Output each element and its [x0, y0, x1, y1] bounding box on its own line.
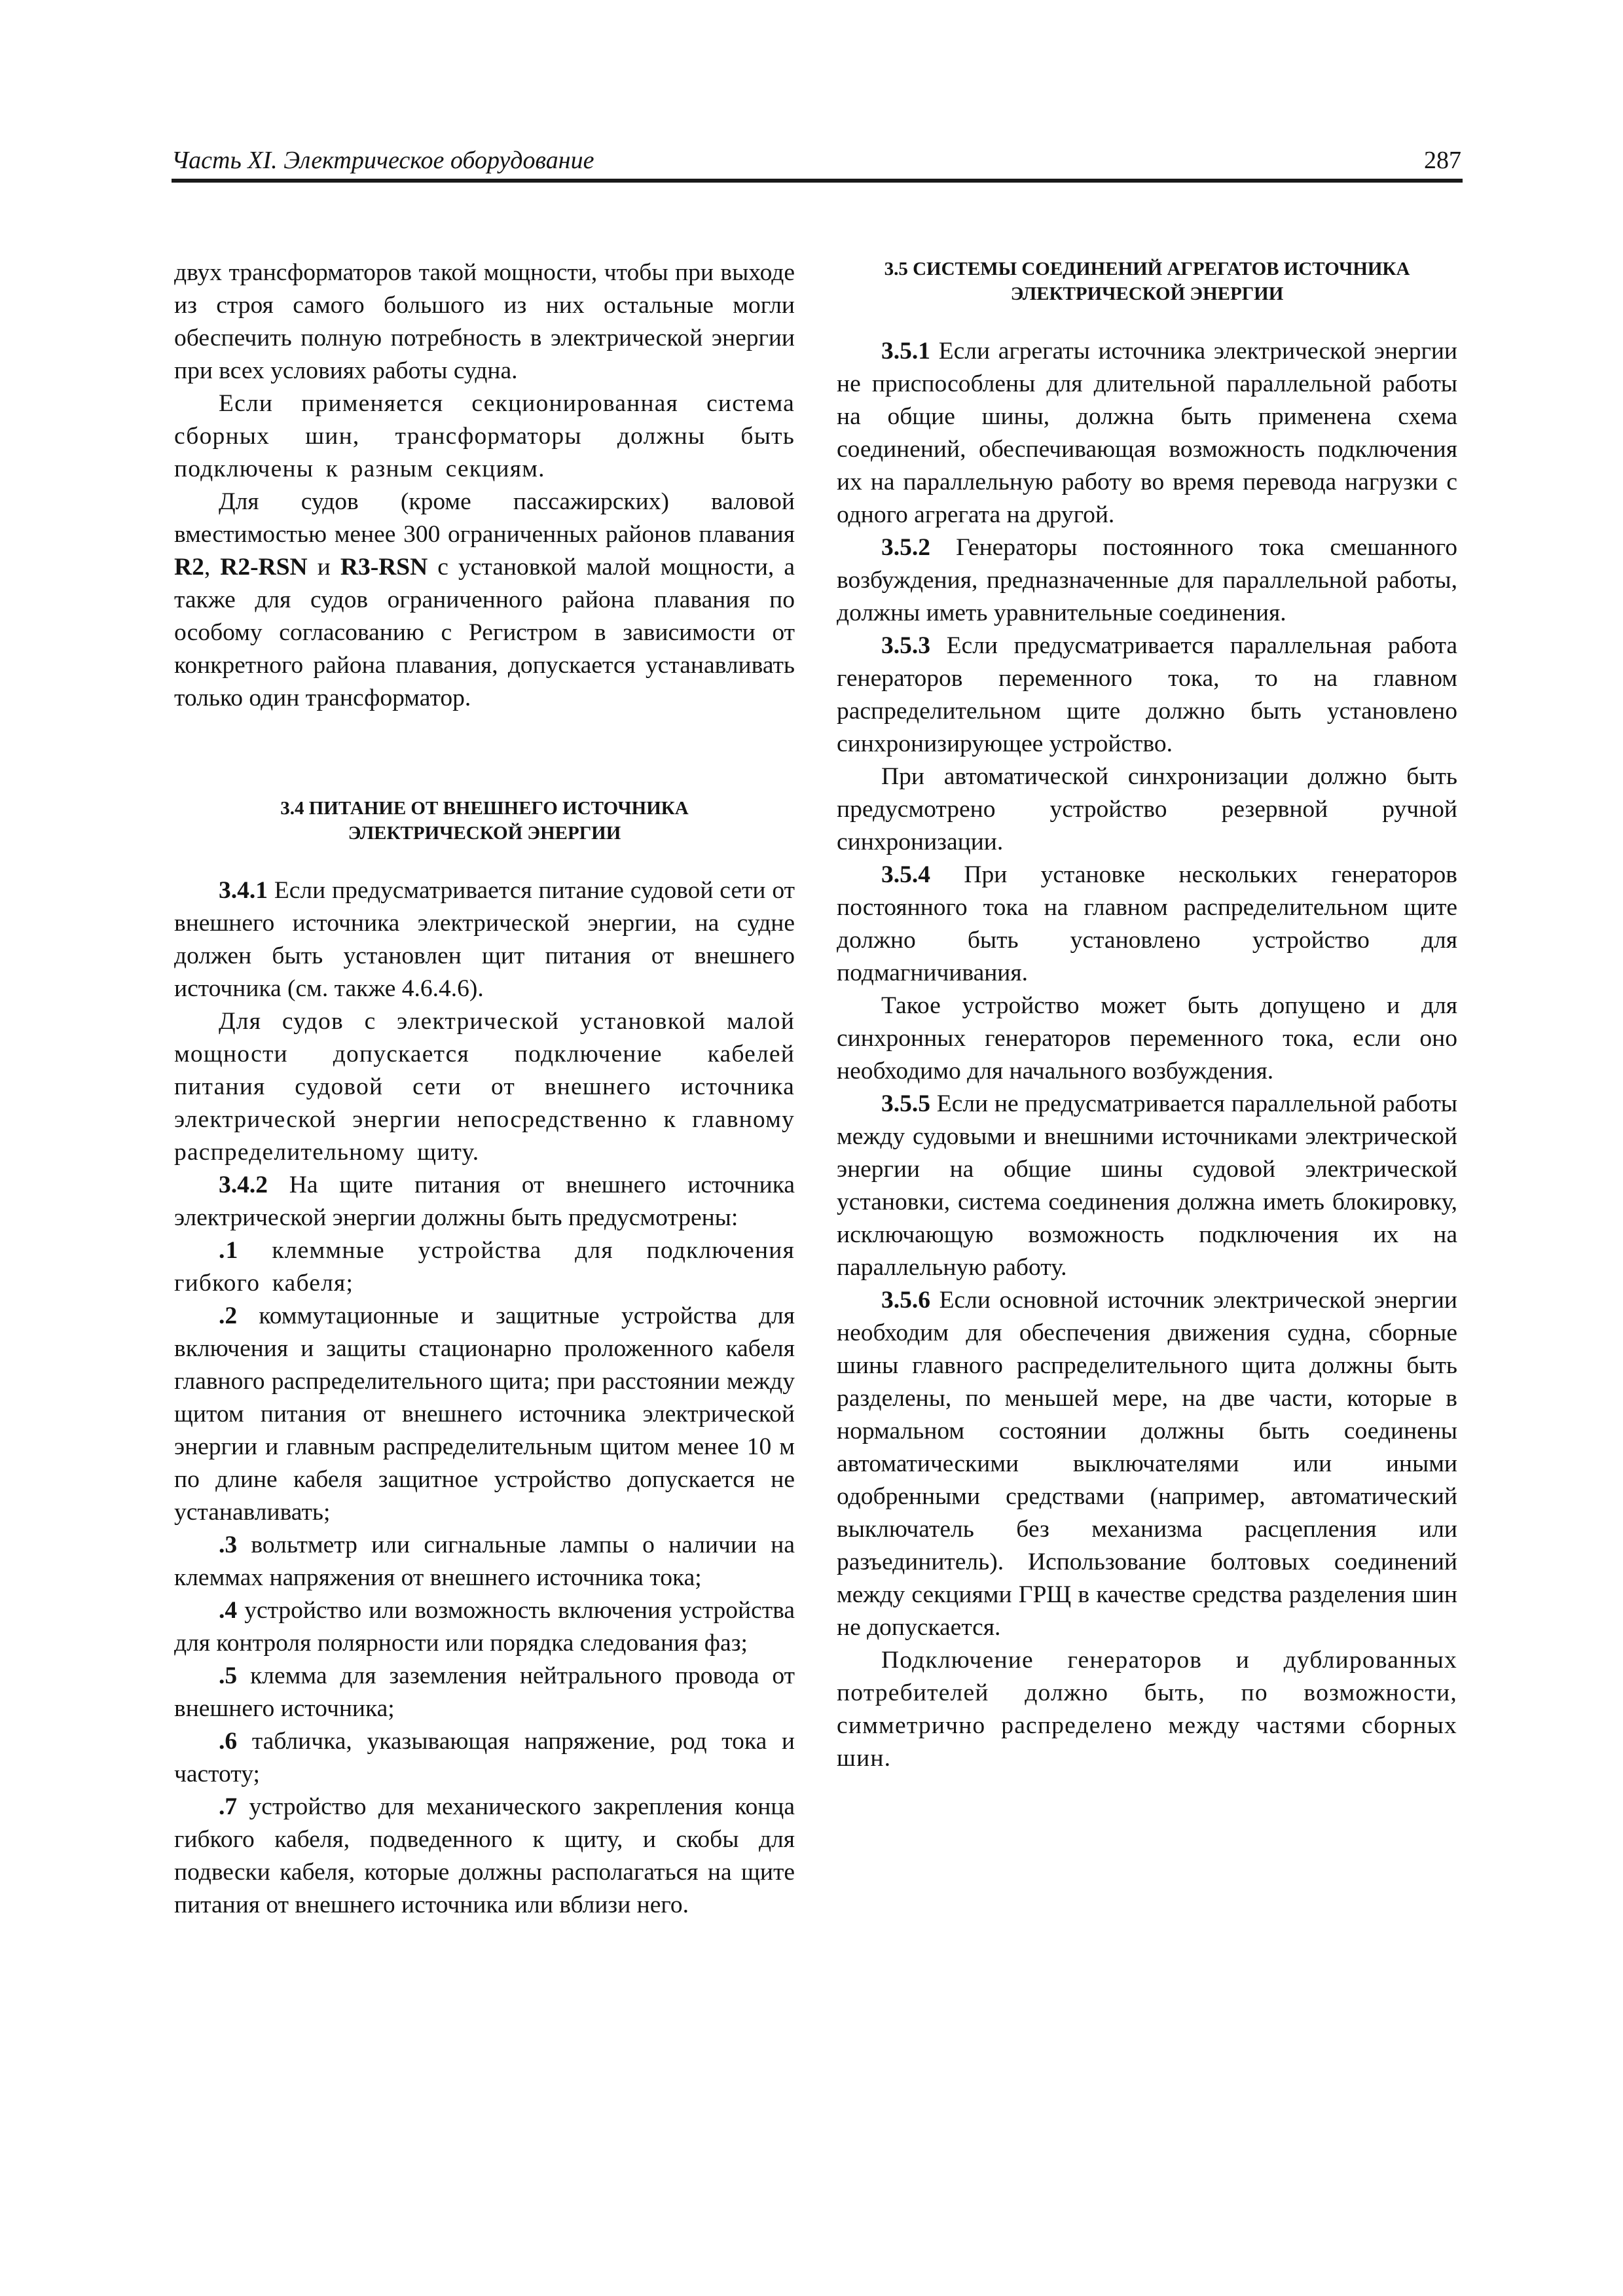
- list-item-number: .4: [219, 1597, 238, 1624]
- clause-number-3-5-1: 3.5.1: [881, 338, 930, 365]
- list-item-number: .3: [219, 1532, 238, 1558]
- page-number: 287: [1424, 147, 1461, 174]
- area-code-r2-rsn: R2-RSN: [220, 554, 308, 581]
- clause-text-3-5-4: При установке нескольких генераторов постоянного тока на главном распределительном щите должно быть установлено устройство для подмагничивания.: [837, 861, 1457, 986]
- left-column: [174, 257, 795, 1922]
- clause-number-3-5-4: 3.5.4: [881, 861, 930, 888]
- clause-text-3-5-6: Если основной источник электрической энергии необходим для обеспечения движения судна, сборные шины главного распределительного щита должны быть разделены, по меньшей мере, на две части, которые в нормальном состоянии должны быть соединены автоматическими выключателями или иными одобренными средствами (например, автоматический выключатель без механизма расцепления или разъединитель). Использование болтовых соединений между секциями ГРЩ в качестве средства разделения шин не допускается.: [837, 1287, 1457, 1641]
- list-item-1: [174, 1234, 795, 1300]
- paragraph-3-5-6-sub: Подключение генераторов и дублированных потребителей должно быть, по возможности, симметрично распределено между частями сборных шин.: [837, 1647, 1457, 1772]
- clause-number-3-4-2: 3.4.2: [219, 1172, 268, 1198]
- list-item-text: коммутационные и защитные устройства для включения и защиты стационарно проложенного кабеля главного распределительного щита; при расстоянии между щитом питания от внешнего источника электрической энергии и главным распределительным щитом менее 10 м по длине кабеля защитное устройство допускается не устанавливать;: [174, 1302, 795, 1526]
- running-title: Часть XI. Электрическое оборудование: [172, 147, 594, 174]
- list-item-text: устройство для механического закрепления конца гибкого кабеля, подведенного к щиту, и скобы для подвески кабеля, которые должны располагаться на щите питания от внешнего источника или вблизи него.: [174, 1793, 795, 1918]
- clause-number-3-5-2: 3.5.2: [881, 534, 930, 561]
- list-item-number: .7: [219, 1793, 238, 1820]
- section-3-4-title-line2: ЭЛЕКТРИЧЕСКОЙ ЭНЕРГИИ: [348, 823, 621, 844]
- section-3-5-title-line2: ЭЛЕКТРИЧЕСКОЙ ЭНЕРГИИ: [1010, 283, 1284, 304]
- list-item-text: клемма для заземления нейтрального провода от внешнего источника;: [174, 1662, 795, 1722]
- list-item-number: .5: [219, 1662, 238, 1689]
- header-rule: [172, 179, 1463, 183]
- list-item-3: [174, 1529, 795, 1594]
- section-3-5-title-line1: 3.5 СИСТЕМЫ СОЕДИНЕНИЙ АГРЕГАТОВ ИСТОЧНИКА: [884, 259, 1410, 279]
- clause-number-3-5-5: 3.5.5: [881, 1090, 930, 1117]
- list-item-number: .6: [219, 1728, 238, 1755]
- list-item-6: [174, 1725, 795, 1791]
- list-item-text: клеммные устройства для подключения гибкого кабеля;: [174, 1237, 795, 1297]
- list-item-5: [174, 1660, 795, 1725]
- paragraph-3-4-1-sub: Для судов с электрической установкой малой мощности допускается подключение кабелей питания судовой сети от внешнего источника электрической энергии непосредственно к главному распределительному щиту.: [174, 1008, 795, 1166]
- clause-text-3-4-1: Если предусматривается питание судовой сети от внешнего источника электрической энергии, на судне должен быть установлен щит питания от внешнего источника (см. также 4.6.4.6).: [174, 877, 795, 1002]
- paragraph-3-5-4: [837, 859, 1457, 990]
- clause-text-3-4-2: На щите питания от внешнего источника электрической энергии должны быть предусмотрены:: [174, 1172, 795, 1231]
- clause-text-3-5-3: Если предусматривается параллельная работа генераторов переменного тока, то на главном распределительном щите должно быть установлено синхронизирующее устройство.: [837, 632, 1457, 757]
- paragraph-3-5-2: [837, 531, 1457, 630]
- paragraph-3-5-4-sub: Такое устройство может быть допущено и для синхронных генераторов переменного тока, если оно необходимо для начального возбуждения.: [837, 992, 1457, 1085]
- small-vessels-text-1: Для судов (кроме пассажирских) валовой вместимостью менее 300 ограниченных районов плавания: [174, 488, 795, 548]
- area-code-r3-rsn: R3-RSN: [340, 554, 428, 581]
- section-3-4-title-line1: 3.4 ПИТАНИЕ ОТ ВНЕШНЕГО ИСТОЧНИКА: [280, 798, 689, 819]
- paragraph-3-4-1: [174, 874, 795, 1005]
- right-column: [837, 257, 1457, 1775]
- running-header: [172, 144, 1461, 181]
- small-vessels-paragraph: [174, 486, 795, 715]
- paragraph-3-5-5: [837, 1088, 1457, 1284]
- paragraph-3-5-1: [837, 335, 1457, 531]
- sectioned-busbar-paragraph: Если применяется секционированная система сборных шин, трансформаторы должны быть подключены к разным секциям.: [174, 390, 795, 482]
- paragraph-3-4-2: [174, 1169, 795, 1234]
- section-3-5-title: [837, 257, 1457, 306]
- area-code-r2: R2: [174, 554, 204, 581]
- clause-number-3-5-6: 3.5.6: [881, 1287, 930, 1314]
- paragraph-3-5-6: [837, 1284, 1457, 1644]
- list-item-number: .2: [219, 1302, 238, 1329]
- list-item-7: [174, 1791, 795, 1922]
- list-item-text: устройство или возможность включения устройства для контроля полярности или порядка следования фаз;: [174, 1597, 795, 1657]
- list-item-text: табличка, указывающая напряжение, род тока и частоту;: [174, 1728, 795, 1787]
- small-vessels-text-4: с установкой малой мощности, а также для судов ограниченного района плавания по особому согласованию с Регистром в зависимости от конкретного района плавания, допускается устанавливать только один трансформатор.: [174, 554, 795, 711]
- paragraph-3-5-3: [837, 630, 1457, 761]
- clause-text-3-5-2: Генераторы постоянного тока смешанного возбуждения, предназначенные для параллельной работы, должны иметь уравнительные соединения.: [837, 534, 1457, 626]
- clause-number-3-4-1: 3.4.1: [219, 877, 268, 904]
- list-item-number: .1: [219, 1237, 239, 1264]
- small-vessels-text-3: и: [307, 554, 340, 581]
- section-3-4-title: [174, 796, 795, 846]
- list-item-text: вольтметр или сигнальные лампы о наличии на клеммах напряжения от внешнего источника тока;: [174, 1532, 795, 1591]
- continuation-paragraph: двух трансформаторов такой мощности, чтобы при выходе из строя самого большого из них остальные могли обеспечить полную потребность в электрической энергии при всех условиях работы судна.: [174, 259, 795, 384]
- list-item-4: [174, 1594, 795, 1660]
- small-vessels-text-2: ,: [204, 554, 221, 581]
- clause-number-3-5-3: 3.5.3: [881, 632, 930, 659]
- paragraph-3-5-3-sub: При автоматической синхронизации должно быть предусмотрено устройство резервной ручной синхронизации.: [837, 763, 1457, 855]
- clause-text-3-5-1: Если агрегаты источника электрической энергии не приспособлены для длительной параллельной работы на общие шины, должна быть применена схема соединений, обеспечивающая возможность подключения их на параллельную работу во время перевода нагрузки с одного агрегата на другой.: [837, 338, 1457, 528]
- list-item-2: [174, 1300, 795, 1529]
- clause-text-3-5-5: Если не предусматривается параллельной работы между судовыми и внешними источниками электрической энергии на общие шины судовой электрической установки, система соединения должна иметь блокировку, исключающую возможность подключения их на параллельную работу.: [837, 1090, 1457, 1281]
